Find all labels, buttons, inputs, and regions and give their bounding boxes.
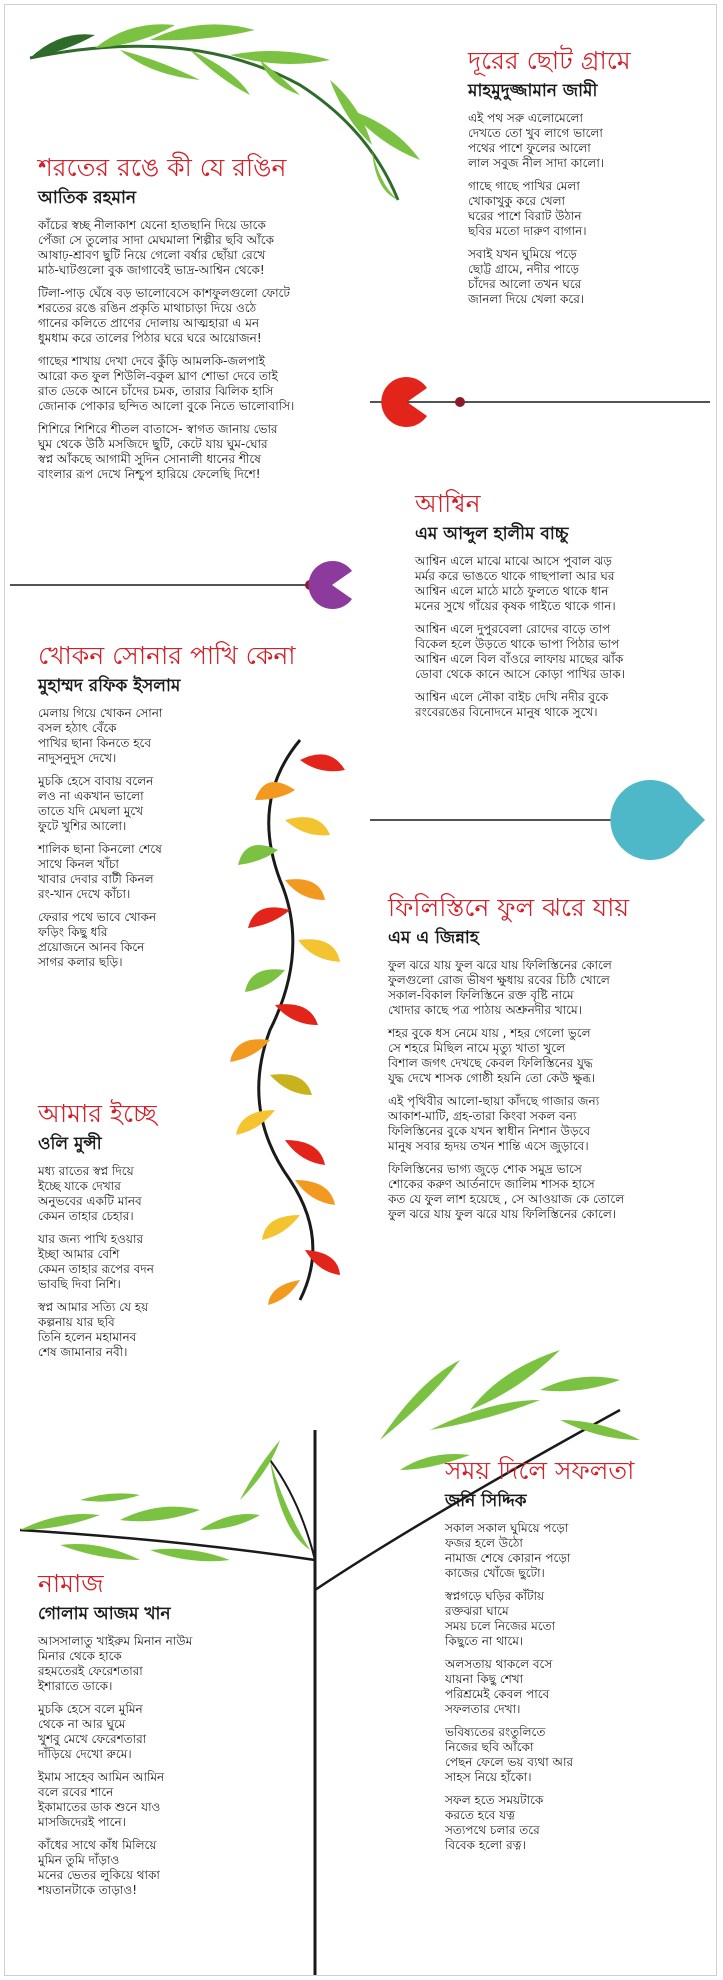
poem-line: আশ্বিন এলে মাঠে মাঠে ফুলতে থাকে ধান [415, 584, 609, 598]
poem-line: শেষ জামানার নবী। [38, 1345, 128, 1359]
poem-line: বলে রবের শানে [38, 1785, 114, 1799]
stanza [38, 1634, 192, 1694]
stanza [445, 1725, 634, 1785]
stanza [445, 1589, 634, 1649]
poem-line: শোকের করুণ আর্তনাদে জালিম শাসক হাসে [388, 1177, 595, 1191]
poem-line: ইচ্ছে যাকে দেখার [38, 1179, 121, 1193]
poem-line: খোকাখুকু করে খেলা [468, 194, 565, 208]
poem-namaj [38, 1568, 192, 1898]
poem-line: শালিক ছানা কিনলো শেষে [38, 842, 162, 856]
stanza [445, 1657, 634, 1717]
poem-line: ছবির মতো দারুণ বাগান। [468, 224, 587, 238]
poem-line: যায়না কিছু শেখা [445, 1672, 524, 1686]
poem-line: মনের ভেতর লুকিয়ে থাকা [38, 1868, 160, 1882]
poem-line: ইশারাতে ডাকে। [38, 1679, 113, 1693]
poem-line: রংবেরঙের বিনোদনে মানুষ থাকে সুখে। [415, 705, 598, 719]
poem-khokon-sonar-pakhi [38, 640, 296, 970]
poem-line: বিবেক হলো রত্ন। [445, 1838, 526, 1852]
poem-title: শরতের রঙে কী যে রঙিন [38, 153, 287, 182]
poem-title: খোকন সোনার পাখি কেনা [38, 641, 296, 670]
poem-line: অনুভবের একটি মানব [38, 1194, 142, 1208]
poem-line: ইমাম সাহেব আমিন আমিন [38, 1770, 165, 1784]
poem-line: সে শহরে মিছিল নামে মৃত্যু খাতা খুলে [388, 1041, 566, 1055]
stanza [38, 1232, 157, 1292]
poem-line: ছোট্ট গ্রামে, নদীর পাড়ে [468, 262, 579, 276]
stanza [468, 247, 631, 307]
poem-line: ঘুম থেকে উঠি মসজিদে ছুটি, কেটে যায় ঘুম-ঘোর [38, 437, 268, 451]
stanza [388, 1162, 629, 1222]
stanza [445, 1793, 634, 1853]
poem-line: প্রয়োজনে আনব কিনে [38, 940, 145, 954]
poem-line: মনের সুখে গাঁয়ের কৃষক গাইতে থাকে গান। [415, 599, 616, 613]
poem-line: আসসালাতু খাইরুম মিনান নাউম [38, 1634, 193, 1648]
stanza [468, 111, 631, 171]
poem-line: কেমন তাহার চেহার। [38, 1209, 134, 1223]
poem-line: তিনি হলেন মহামানব [38, 1330, 137, 1344]
poem-line: করতে হবে যত্ন [445, 1808, 515, 1822]
poem-author: এম আব্দুল হালীম বাচ্চু [415, 524, 569, 544]
poem-line: শিশিরে শিশিরে শীতল বাতাসে- স্বাগত জানায় ভোর [38, 422, 278, 436]
poem-filistine-ful [388, 892, 629, 1222]
poem-title: নামাজ [38, 1569, 104, 1598]
poem-line: সফল হতে সময়টাকে [445, 1793, 544, 1807]
poem-line: খাবার দেবার বাটী কিনল [38, 872, 154, 886]
poem-line: সত্যপথে চলার তরে [445, 1823, 540, 1837]
poem-line: রাত ডেকে আনে চাঁদের চমক, তারার ঝিলিক হাসি [38, 384, 274, 398]
stanza [38, 218, 294, 278]
poem-line: দাঁড়িয়ে দেখো রুমে। [38, 1747, 132, 1761]
poem-line: যুদ্ধ দেখে শাসক গোষ্ঠী হয়নি তো কেউ ক্ষুব্ধ। [388, 1071, 596, 1085]
poem-line: স্বপ্ন আঁকছে আগামী সুদিন সোনালী ধানের শীষে [38, 452, 261, 466]
stanza [38, 354, 294, 414]
poem-line: ভাবছি দিবা নিশি। [38, 1277, 121, 1291]
poem-line: সাহস নিয়ে হাঁকো। [445, 1770, 532, 1784]
poem-somoy-dile-sofolota [445, 1455, 634, 1853]
stanza [38, 842, 296, 902]
stanza [415, 554, 625, 614]
poem-line: অলসতায় থাকলে বসে [445, 1657, 553, 1671]
stanza [38, 1164, 157, 1224]
poem-line: দেখতে তো খুব লাগে ভালো [468, 126, 603, 140]
poem-line: কাঁচের স্বচ্ছ নীলাকাশ যেনো হাতছানি দিয়ে ডাকে [38, 218, 266, 232]
poem-line: ফজর হলে উঠো [445, 1536, 523, 1550]
poem-line: মুচকি হেসে বাবায় বলেন [38, 774, 154, 788]
poem-line: শরতের রঙে রঙিন প্রকৃতি মাথাচাড়া দিয়ে ওঠে [38, 301, 257, 315]
poem-line: পাখির ছানা কিনতে হবে [38, 736, 151, 750]
poem-line: বিকেল হলে উড়তে থাকে ভাপা পিঠার ভাপ [415, 637, 620, 651]
poem-line: ইকামাতের ডাক শুনে যাও [38, 1800, 161, 1814]
poem-line: সফলতার দেখা। [445, 1702, 521, 1716]
poem-ashwin [415, 488, 625, 720]
poem-line: স্বপ্নগড়ে ঘড়ির কাঁটায় [445, 1589, 545, 1603]
poem-line: ধুমধাম করে তালের পিঠার ঘরে ঘরে আয়োজন! [38, 331, 262, 345]
poem-line: পেছন ফেলে ভয় ব্যথা আর [445, 1755, 574, 1769]
poem-line: সময় চলে নিজের মতো [445, 1619, 556, 1633]
poem-author: এম এ জিন্নাহ [388, 928, 479, 948]
stanza [38, 1300, 157, 1360]
poem-line: ইচ্ছা আমার বেশি [38, 1247, 120, 1261]
poem-line: মাঠ-ঘাটগুলো বুক জাগাবেই ভাদ্র-আশ্বিন থেকে! [38, 263, 265, 277]
poem-line: ফিলিস্তিনের ভাগ্য জুড়ে শোক সমুদ্র ভাসে [388, 1162, 582, 1176]
poem-line: ফুলগুলো রোজ ভীষণ ক্ষুধায় রবের চিঠি খোলে [388, 973, 610, 987]
poem-line: কত যে ফুল লাশ হয়েছে , সে আওয়াজ কে তোলে [388, 1192, 625, 1206]
poem-line: মানুষ সবার হৃদয় তখন শান্তি এসে জুড়াবে। [388, 1139, 589, 1153]
poem-line: ফেরার পথে ভাবে খোকন [38, 910, 157, 924]
poem-line: ফুল ঝরে যায় ফুল ঝরে যায় ফিলিস্তিনের কোলে [388, 958, 612, 972]
poem-line: মুচকি হেসে বলে মুমিন [38, 1702, 143, 1716]
poem-line: রহমতেরই ফেরেশতারা [38, 1664, 143, 1678]
poem-line: ফুল ঝরে যায় ফুল ঝরে যায় ফিলিস্তিনের কোলে। [388, 1207, 617, 1221]
poem-line: তাতে যদি মেঘলা মুখে [38, 804, 144, 818]
poem-line: মর্মর করে ভাঙতে থাকে গাছপালা আর ঘর [415, 569, 615, 583]
stanza [38, 422, 294, 482]
poem-line: কল্পনায় যার ছবি [38, 1315, 115, 1329]
poem-line: শহর বুকে ধস নেমে যায় , শহর গেলো ভুলে [388, 1026, 591, 1040]
stanza [415, 622, 625, 682]
poem-line: ফিলিস্তিনের বুকে যখন স্বাধীন নিশান উড়বে [388, 1124, 591, 1138]
poem-line: থেকে না আর ঘুমে [38, 1717, 126, 1731]
stanza [388, 1026, 629, 1086]
poem-line: আকাশ-মাটি, গ্রহ-তারা কিংবা সকল বন্য [388, 1109, 577, 1123]
poem-author: মুহাম্মদ রফিক ইসলাম [38, 676, 181, 696]
poem-line: মধ্য রাতের স্বপ্ন দিয়ে [38, 1164, 134, 1178]
poem-line: সকাল সকাল ঘুমিয়ে পড়ো [445, 1521, 569, 1535]
poem-line: ফড়িং কিছু ধরি [38, 925, 108, 939]
stanza [388, 958, 629, 1018]
poem-author: মাহমুদুজ্জামান জামী [468, 81, 598, 101]
poem-line: বাংলার রূপ দেখে নিশ্চুপ হারিয়ে ফেলেছি দিশে! [38, 467, 261, 481]
poem-line: পথের পাশে ফুলের আলো [468, 141, 591, 155]
stanza [415, 690, 625, 720]
poem-line: সবাই যখন ঘুমিয়ে পড়ে [468, 247, 577, 261]
poem-line: নাদুসনুদুস দেখে। [38, 751, 117, 765]
poem-line: নিজের ছবি আঁকো [445, 1740, 534, 1754]
poem-line: জানলা দিয়ে খেলা করে। [468, 292, 585, 306]
poem-line: মাসজিদেরই পানে। [38, 1815, 126, 1829]
poem-line: লও না একখান ভালো [38, 789, 144, 803]
poem-line: জোনাক পোকার ছন্দিত আলো বুকে নিতে ভালোবাসি। [38, 399, 295, 413]
poem-author: গোলাম আজম খান [38, 1604, 171, 1624]
poem-title: ফিলিস্তিনে ফুল ঝরে যায় [388, 893, 630, 922]
poem-line: খোদার কাছে পত্র পাঠায় অশ্রুনদীর খামে। [388, 1003, 583, 1017]
purple-pacman [309, 561, 352, 609]
poem-line: পরিশ্রমেই কেবল পাবে [445, 1687, 550, 1701]
teal-pacman [610, 780, 705, 860]
poem-line: বিশাল জগৎ দেখছে কেবল ফিলিস্তিনের যুদ্ধ [388, 1056, 593, 1070]
poem-line: গানের কলিতে প্রাণের দোলায় আত্মহারা এ মন [38, 316, 260, 330]
poem-title: আমার ইচ্ছে [38, 1099, 157, 1128]
stanza [38, 1702, 192, 1762]
stanza [38, 774, 296, 834]
poem-line: সাথে কিনল খাঁচা [38, 857, 119, 871]
stanza [38, 1770, 192, 1830]
poem-line: কেমন তাহার রূপের বদন [38, 1262, 154, 1276]
poem-line: আশ্বিন এলে দুপুরবেলা রোদের বাড়ে তাপ [415, 622, 611, 636]
poem-line: মিনার থেকে হাকে [38, 1649, 122, 1663]
poem-line: গাছে গাছে পাখির মেলা [468, 179, 580, 193]
poem-author: আতিক রহমান [38, 188, 137, 208]
stanza [445, 1521, 634, 1581]
poem-line: বসল হঠাৎ বেঁকে [38, 721, 117, 735]
poem-line: নামাজ শেষে কোরান পড়ো [445, 1551, 571, 1565]
poem-line: সাগর কলার ছড়ি। [38, 955, 123, 969]
poem-amar-ichche [38, 1098, 157, 1360]
poem-title: আশ্বিন [415, 489, 481, 518]
poem-line: আশ্বিন এলে মাঝে মাঝে আসে পুবাল ঝড় [415, 554, 612, 568]
poem-line: ভবিষ্যতের রংতুলিতে [445, 1725, 546, 1739]
poem-shoroter-ronge [38, 152, 294, 482]
poem-line: মেলায় গিয়ে খোকন সোনা [38, 706, 163, 720]
divider-dot [455, 397, 465, 407]
poem-line: আশ্বিন এলে বিল বাঁওরে লাফায় মাছের ঝাঁক [415, 652, 624, 666]
poem-line: আরো কত ফুল শিউলি-বকুল ঘ্রাণ শোভা দেবে তাই [38, 369, 278, 383]
poem-author: জনি সিদ্দিক [445, 1491, 527, 1511]
poem-line: কিছুতে না থামে। [445, 1634, 524, 1648]
poem-line: পেঁজা সে তুলোর সাদা মেঘমালা শিল্পীর ছবি আঁকে [38, 233, 275, 247]
poem-line: সকাল-বিকাল ফিলিস্তিনে রক্ত বৃষ্টি নামে [388, 988, 574, 1002]
poem-line: কাঁধের সাথে কাঁধ মিলিয়ে [38, 1838, 157, 1852]
poem-line: টিলা-পাড় ঘেঁষে বড় ভালোবেসে কাশফুলগুলো ফোটে [38, 286, 290, 300]
poem-line: কাজের খোঁজে ছুটো। [445, 1566, 545, 1580]
poem-durer-choto-grame [468, 45, 631, 307]
poem-line: ফুটে খুশির আলো। [38, 819, 127, 833]
poem-title: দূরের ছোট গ্রামে [468, 46, 631, 75]
poem-line: ডোবা থেকে কানে আসে কোড়া পাখির ডাক। [415, 667, 626, 681]
poem-line: রং-খান দেখে কাঁচা। [38, 887, 131, 901]
poem-line: চাঁদের আলো তখন ঘরে [468, 277, 582, 291]
poem-line: এই পথ সরু এলোমেলো [468, 111, 583, 125]
stanza [38, 286, 294, 346]
poem-line: মুমিন তুমি দাঁড়াও [38, 1853, 120, 1867]
poem-line: স্বপ্ন আমার সত্যি যে হয় [38, 1300, 149, 1314]
poem-line: শয়তানটাকে তাড়াও! [38, 1883, 138, 1897]
poem-line: যার জন্য পাখি হওয়ার [38, 1232, 144, 1246]
stanza [388, 1094, 629, 1154]
poem-line: গাছের শাখায় দেখা দেবে কুঁড়ি আমলকি-জলপাই [38, 354, 266, 368]
poem-line: আষাঢ়-শ্রাবণ ছুটি নিয়ে গেলো বর্ষার ছোঁয়া রেখে [38, 248, 266, 262]
poem-line: ঘরের পাশে বিরাট উঠান [468, 209, 582, 223]
poem-line: এই পৃথিবীর আলো-ছায়া কাঁদছে গাজার জন্য [388, 1094, 600, 1108]
poem-title: সময় দিলে সফলতা [445, 1456, 635, 1485]
poem-line: খুশবু মেখে ফেরেশতারা [38, 1732, 147, 1746]
stanza [38, 1838, 192, 1898]
poem-line: লাল সবুজ নীল সাদা কালো। [468, 156, 605, 170]
stanza [38, 706, 296, 766]
poem-line: আশ্বিন এলে নৌকা বাইচ দেখি নদীর বুকে [415, 690, 609, 704]
stanza [38, 910, 296, 970]
stanza [468, 179, 631, 239]
poem-author: ওলি মুন্সী [38, 1134, 102, 1154]
poem-line: রক্তঝরা ঘামে [445, 1604, 509, 1618]
